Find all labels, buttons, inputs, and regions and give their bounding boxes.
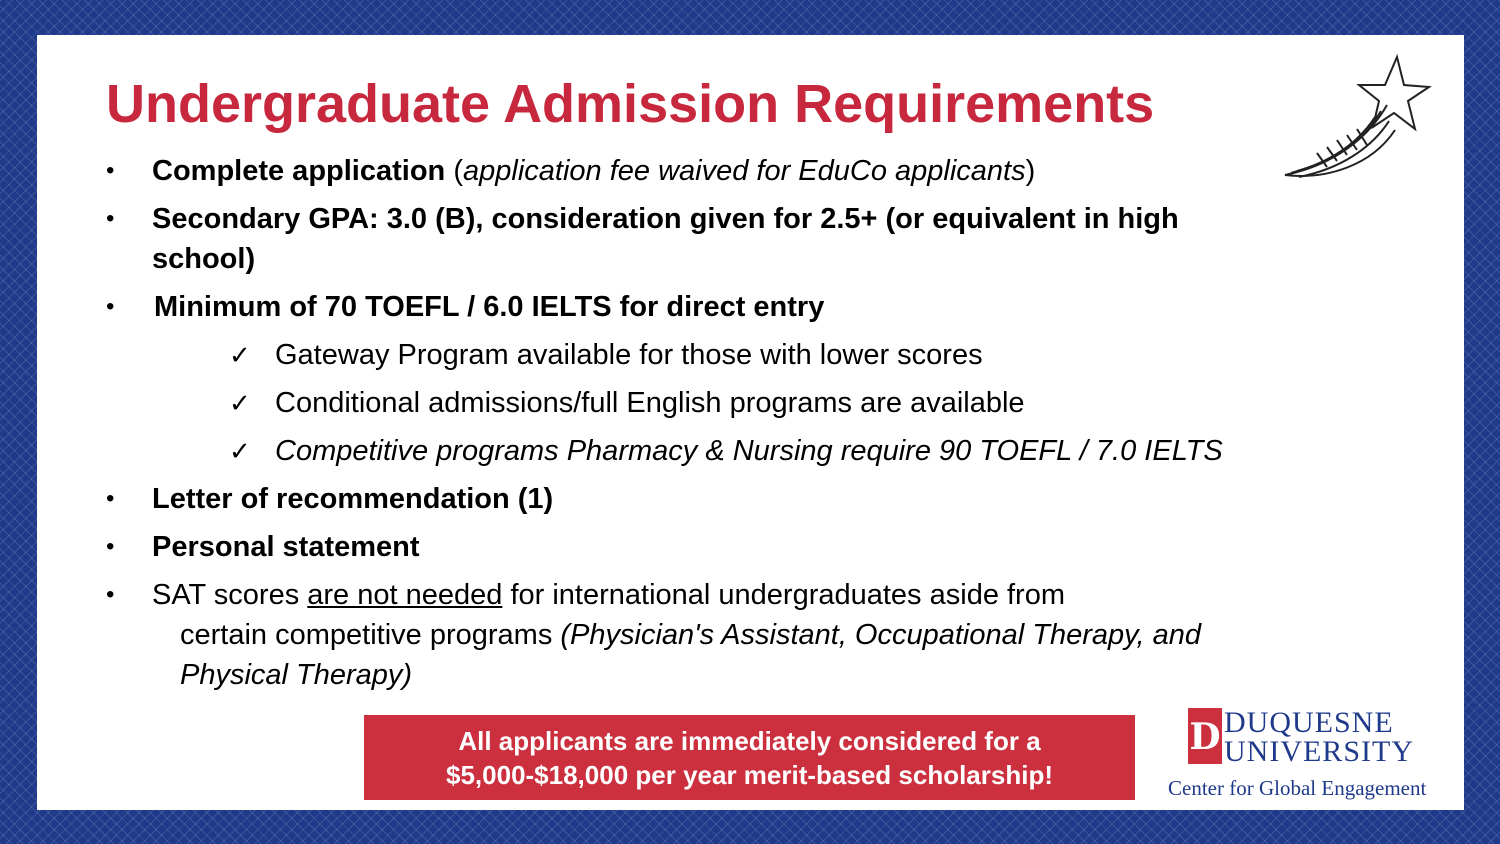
banner-line-2: $5,000-$18,000 per year merit-based scholarship! bbox=[446, 759, 1053, 790]
list-item-sat-line3: Physical Therapy) bbox=[180, 659, 413, 691]
sub-item-competitive: Competitive programs Pharmacy & Nursing require 90 TOEFL / 7.0 IELTS bbox=[275, 435, 1223, 467]
list-item-toefl bbox=[154, 287, 824, 327]
slide bbox=[37, 35, 1464, 810]
gpa-line-1: Secondary GPA: 3.0 (B), consideration given for 2.5+ (or equivalent in high bbox=[152, 203, 1179, 235]
paren-close: ) bbox=[1025, 155, 1036, 187]
list-item-gpa bbox=[152, 199, 1179, 239]
bullet-marker: • bbox=[106, 205, 115, 232]
logo-university: UNIVERSITY bbox=[1224, 735, 1414, 768]
checkmark-icon: ✓ bbox=[229, 388, 251, 418]
toefl-text: Minimum of 70 TOEFL / 6.0 IELTS for direct entry bbox=[154, 291, 825, 323]
slide-title: Undergraduate Admission Requirements bbox=[106, 74, 1155, 134]
shooting-star-icon bbox=[1277, 45, 1437, 185]
list-item-sat bbox=[152, 575, 1065, 615]
list-item-sat-line2 bbox=[180, 615, 1201, 655]
sat-line2-plain: certain competitive programs bbox=[180, 619, 561, 651]
paren-open: ( bbox=[445, 155, 463, 187]
sat-pre: SAT scores bbox=[152, 579, 308, 611]
sub-item-gateway: Gateway Program available for those with lower scores bbox=[275, 339, 983, 371]
bullet-marker: • bbox=[106, 293, 115, 320]
sub-item-conditional: Conditional admissions/full English programs are available bbox=[275, 387, 1025, 419]
logo-center-global-engagement: Center for Global Engagement bbox=[1168, 776, 1427, 800]
bullet-marker: • bbox=[106, 581, 115, 608]
checkmark-icon: ✓ bbox=[229, 340, 251, 370]
list-item-gpa-cont bbox=[152, 239, 255, 279]
item-italic-note: application fee waived for EduCo applicants bbox=[462, 155, 1026, 187]
list-item-statement bbox=[152, 527, 420, 567]
list-item-recommendation bbox=[152, 479, 553, 519]
duquesne-logo-mark bbox=[1187, 707, 1223, 765]
checkmark-icon: ✓ bbox=[229, 436, 251, 466]
item-bold-text: Complete application bbox=[152, 155, 446, 187]
gpa-line-2: school) bbox=[152, 243, 256, 275]
recommendation-text: Letter of recommendation (1) bbox=[152, 483, 554, 515]
bullet-marker: • bbox=[106, 157, 115, 184]
logo-mark-letter: D bbox=[1189, 716, 1221, 758]
logo-duquesne: DUQUESNE bbox=[1224, 706, 1394, 739]
bullet-marker: • bbox=[106, 485, 115, 512]
list-item-application bbox=[152, 151, 1035, 191]
statement-text: Personal statement bbox=[152, 531, 420, 563]
sat-line2-italic: (Physician's Assistant, Occupational Therapy, and bbox=[560, 619, 1201, 651]
sat-post: for international undergraduates aside from bbox=[502, 579, 1066, 611]
sat-underlined: are not needed bbox=[307, 579, 503, 611]
banner-line-1: All applicants are immediately considered for a bbox=[458, 725, 1041, 756]
scholarship-banner bbox=[364, 715, 1135, 800]
bullet-marker: • bbox=[106, 533, 115, 560]
